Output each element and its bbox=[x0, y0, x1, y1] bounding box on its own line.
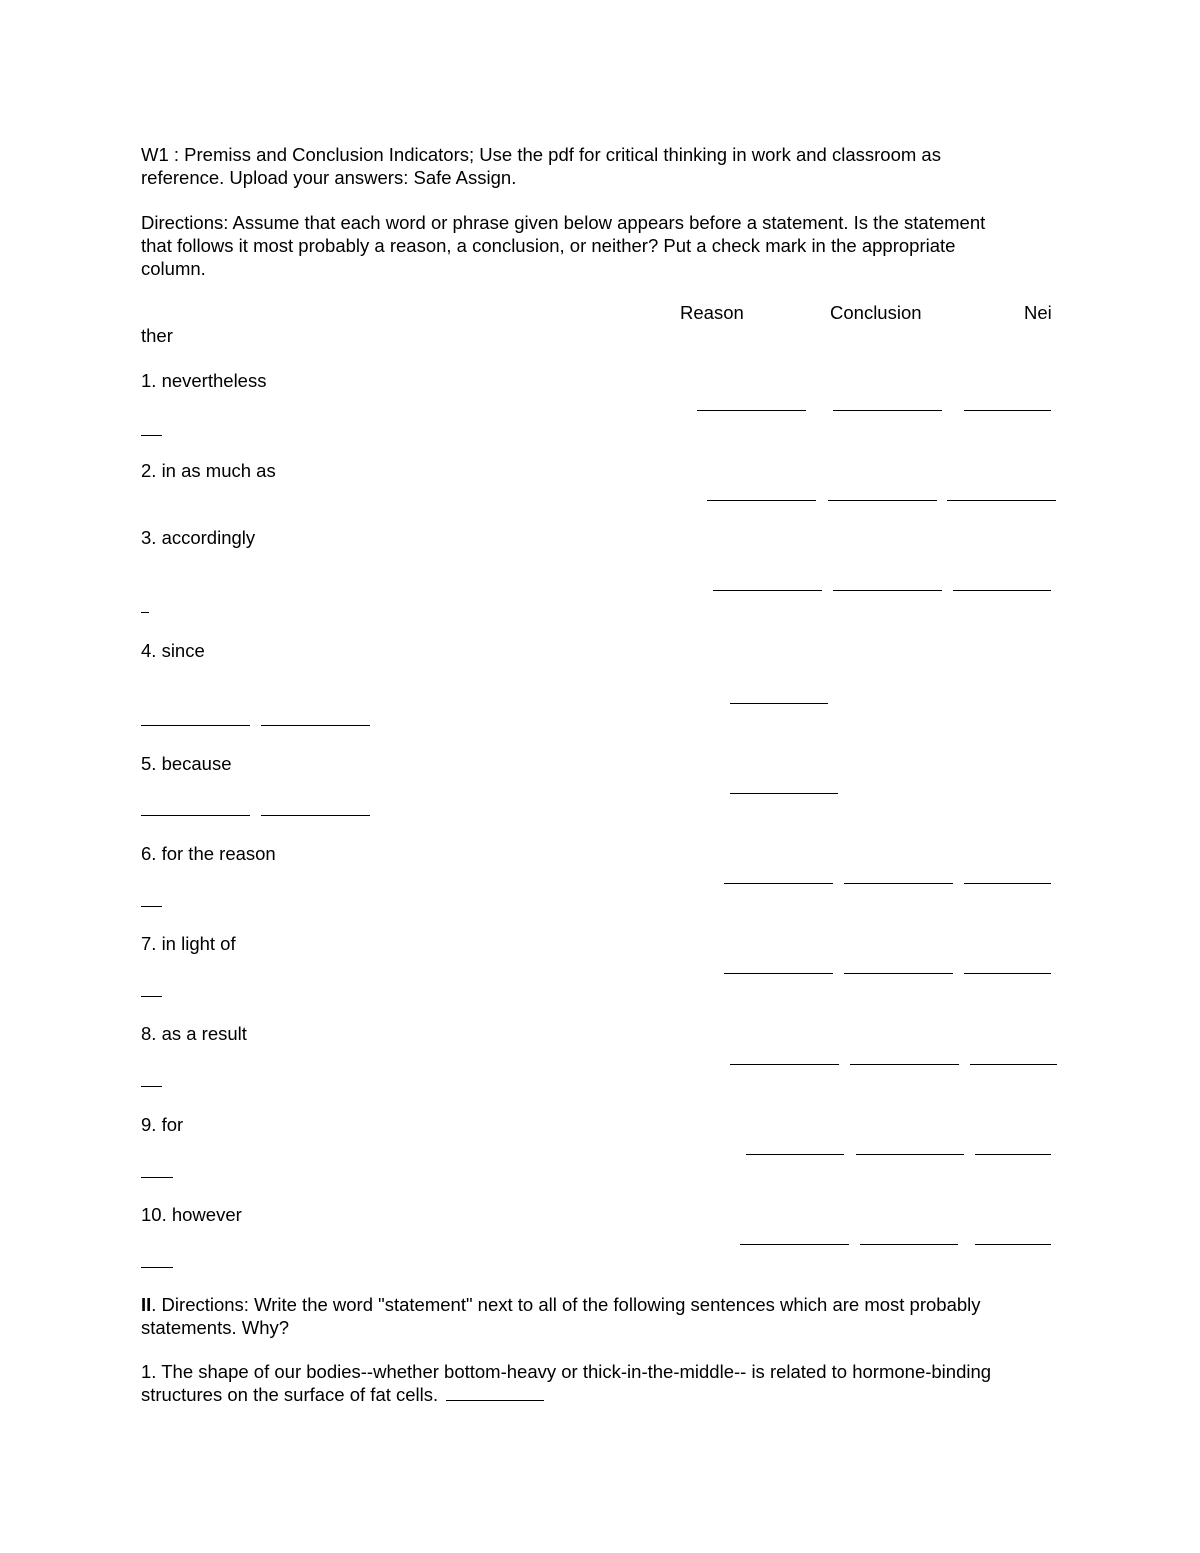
column-header-conclusion: Conclusion bbox=[830, 302, 922, 323]
column-header-neither-part2: ther bbox=[141, 325, 173, 346]
item-7-neither-blank[interactable] bbox=[964, 973, 1051, 974]
item-9-neither-blank[interactable] bbox=[975, 1154, 1051, 1155]
part2-numeral: II bbox=[141, 1294, 152, 1315]
item-5-reason-blank[interactable] bbox=[730, 793, 838, 794]
item-4-conclusion-blank[interactable] bbox=[141, 725, 250, 726]
part2-question1-line2 bbox=[141, 1383, 544, 1406]
item-2-label: 2. in as much as bbox=[141, 460, 276, 481]
item-8-label: 8. as a result bbox=[141, 1023, 247, 1044]
item-6-label: 6. for the reason bbox=[141, 843, 276, 864]
part2-question1-answer-blank[interactable] bbox=[446, 1386, 544, 1401]
item-10-neither-blank[interactable] bbox=[975, 1244, 1051, 1245]
item-4-label: 4. since bbox=[141, 640, 205, 661]
part2-directions-line1 bbox=[141, 1293, 981, 1316]
item-4-neither-blank[interactable] bbox=[261, 725, 370, 726]
item-3-conclusion-blank[interactable] bbox=[833, 590, 942, 591]
directions-line2: that follows it most probably a reason, a conclusion, or neither? Put a check mark in the appropriate bbox=[141, 235, 956, 256]
item-9-neither-blank-wrap bbox=[141, 1177, 173, 1178]
item-9-reason-blank[interactable] bbox=[746, 1154, 844, 1155]
item-5-conclusion-blank[interactable] bbox=[141, 815, 250, 816]
item-3-neither-blank-wrap bbox=[141, 612, 149, 613]
item-8-neither-blank-wrap bbox=[141, 1086, 162, 1087]
item-2-neither-blank[interactable] bbox=[947, 500, 1056, 501]
item-10-label: 10. however bbox=[141, 1204, 242, 1225]
item-10-neither-blank-wrap bbox=[141, 1267, 173, 1268]
item-9-conclusion-blank[interactable] bbox=[856, 1154, 964, 1155]
item-7-label: 7. in light of bbox=[141, 933, 236, 954]
item-3-label: 3. accordingly bbox=[141, 527, 256, 548]
item-8-neither-blank[interactable] bbox=[970, 1064, 1057, 1065]
item-8-reason-blank[interactable] bbox=[730, 1064, 839, 1065]
item-5-label: 5. because bbox=[141, 753, 232, 774]
part2-question1-line1: 1. The shape of our bodies--whether bottom-heavy or thick-in-the-middle-- is related to hormone-binding bbox=[141, 1361, 992, 1382]
item-7-conclusion-blank[interactable] bbox=[844, 973, 953, 974]
column-header-neither-part1: Nei bbox=[1024, 302, 1052, 323]
item-1-neither-blank-wrap bbox=[141, 435, 162, 436]
item-1-reason-blank[interactable] bbox=[697, 410, 806, 411]
directions-line1: Directions: Assume that each word or phrase given below appears before a statement. Is the statement bbox=[141, 212, 986, 233]
directions-line3: column. bbox=[141, 258, 206, 279]
item-1-label: 1. nevertheless bbox=[141, 370, 267, 391]
part2-directions-text: . Directions: Write the word "statement" next to all of the following sentences which are most probably bbox=[151, 1294, 981, 1315]
part2-directions-line2: statements. Why? bbox=[141, 1317, 290, 1338]
assignment-title-line1: W1 : Premiss and Conclusion Indicators; Use the pdf for critical thinking in work and classroom as bbox=[141, 144, 941, 165]
item-10-reason-blank[interactable] bbox=[740, 1244, 849, 1245]
item-5-neither-blank[interactable] bbox=[261, 815, 370, 816]
item-7-reason-blank[interactable] bbox=[724, 973, 833, 974]
item-1-conclusion-blank[interactable] bbox=[833, 410, 942, 411]
item-8-conclusion-blank[interactable] bbox=[850, 1064, 959, 1065]
item-3-reason-blank[interactable] bbox=[713, 590, 822, 591]
item-1-neither-blank[interactable] bbox=[964, 410, 1051, 411]
item-6-neither-blank[interactable] bbox=[964, 883, 1051, 884]
item-10-conclusion-blank[interactable] bbox=[860, 1244, 958, 1245]
part2-question1-text: structures on the surface of fat cells. bbox=[141, 1384, 439, 1405]
column-header-reason: Reason bbox=[680, 302, 744, 323]
assignment-title-line2: reference. Upload your answers: Safe Assign. bbox=[141, 167, 517, 188]
item-2-reason-blank[interactable] bbox=[707, 500, 816, 501]
item-9-label: 9. for bbox=[141, 1114, 184, 1135]
item-7-neither-blank-wrap bbox=[141, 996, 162, 997]
item-3-neither-blank[interactable] bbox=[953, 590, 1051, 591]
item-6-conclusion-blank[interactable] bbox=[844, 883, 953, 884]
item-6-neither-blank-wrap bbox=[141, 906, 162, 907]
item-6-reason-blank[interactable] bbox=[724, 883, 833, 884]
item-2-conclusion-blank[interactable] bbox=[828, 500, 937, 501]
item-4-reason-blank[interactable] bbox=[730, 703, 828, 704]
